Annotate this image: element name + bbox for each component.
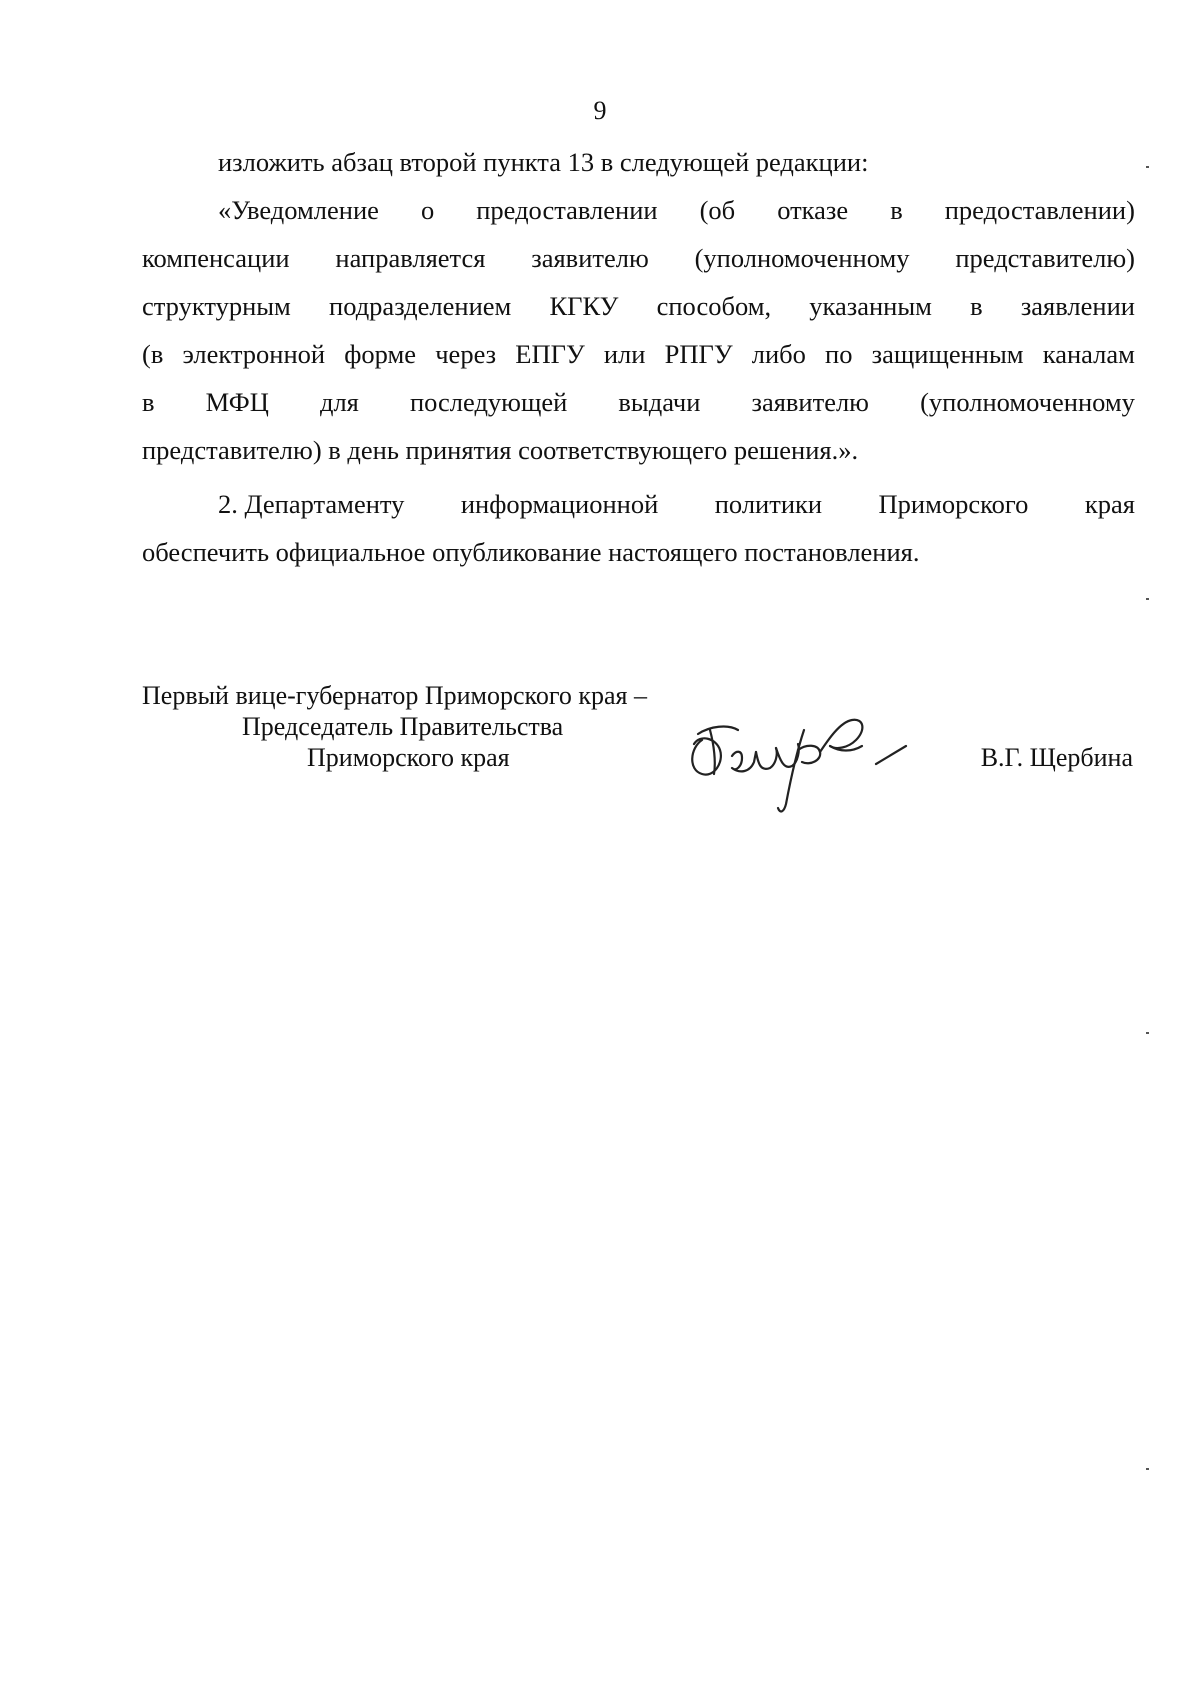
paragraph-line [142,330,1135,378]
scan-artifact [1146,598,1149,600]
paragraph-line: представителю) в день принятия соответствующего решения.». [142,435,859,465]
word: заявлении [1020,291,1135,321]
word: через [435,339,497,369]
word: представителю) [955,243,1135,273]
word: Приморского [878,489,1029,519]
word: предоставлении [476,195,658,225]
word: заявителю [531,243,649,273]
word: (об [699,195,736,225]
word: по [825,339,853,369]
paragraph-line [142,480,1135,528]
word: для [319,387,359,417]
word: в [142,387,155,417]
paragraph-quoted-text [142,186,1135,474]
scan-artifact [1146,166,1149,168]
word: 2. Департаменту [218,489,405,519]
word: в [970,291,983,321]
handwritten-signature [680,700,940,820]
word: политики [714,489,823,519]
word: ЕПГУ [515,339,585,369]
word: отказе [777,195,849,225]
signature-block [142,680,1135,820]
word: МФЦ [205,387,269,417]
word: края [1084,489,1135,519]
word: (уполномоченному [920,387,1135,417]
word: форме [344,339,417,369]
word: выдачи [618,387,701,417]
paragraph-amendment-intro [142,138,1135,186]
word: или [603,339,646,369]
paragraph-item-2 [142,480,1135,576]
word: «Уведомление [218,195,379,225]
paragraph-line [142,234,1135,282]
paragraph-line [142,186,1135,234]
word: каналам [1042,339,1135,369]
word: последующей [409,387,568,417]
word: информационной [460,489,659,519]
word: способом, [656,291,772,321]
scan-artifact [1146,1032,1149,1034]
word: предоставлении) [944,195,1135,225]
word: электронной [182,339,326,369]
word: указанным [809,291,932,321]
signatory-title-line-3: Приморского края [307,743,510,772]
word: (в [142,339,164,369]
word: структурным [142,291,291,321]
word: либо [751,339,806,369]
signatory-title-line-2: Председатель Правительства [242,712,564,741]
paragraph-line [142,282,1135,330]
signatory-title-line-1: Первый вице-губернатор Приморского края – [142,681,647,710]
word: (уполномоченному [694,243,910,273]
word: направляется [335,243,486,273]
paragraph-line: обеспечить официальное опубликование настоящего постановления. [142,537,920,567]
word: заявителю [751,387,869,417]
word: защищенным [871,339,1024,369]
word: РПГУ [664,339,733,369]
paragraph-line: изложить абзац второй пункта 13 в следующей редакции: [218,147,869,177]
page-number: 9 [593,96,607,125]
paragraph-line [142,378,1135,426]
word: компенсации [142,243,290,273]
word: в [890,195,903,225]
word: КГКУ [549,291,619,321]
signatory-name: В.Г. Щербина [980,743,1133,772]
word: подразделением [329,291,512,321]
scan-artifact [1146,1468,1149,1470]
word: о [420,195,435,225]
